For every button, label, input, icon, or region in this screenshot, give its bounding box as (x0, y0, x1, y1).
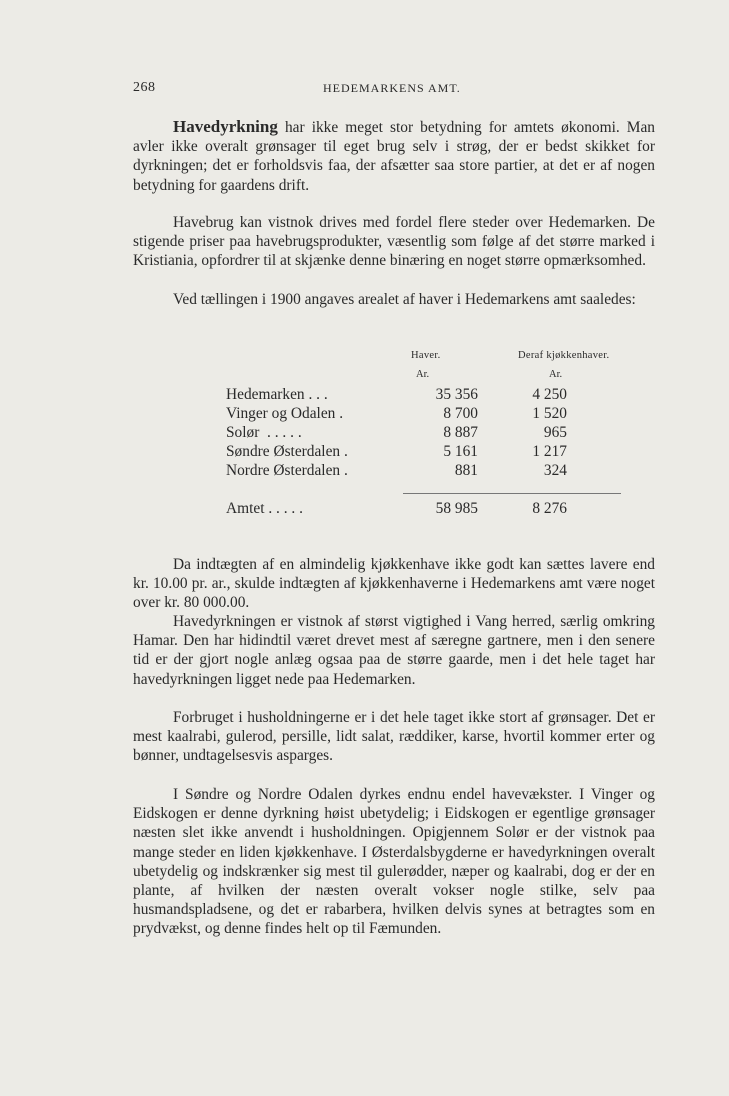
total-divider (403, 493, 621, 494)
table-row (226, 462, 666, 481)
paragraph-odalen: I Søndre og Nordre Odalen dyrkes endnu endel havevækster. I Vinger og Eidskogen er denne dyrkning høist ubetydelig; i Eidskogen er egentlige grønsager næsten slet ikke anvendt i husholdningen. Opigjennem Solør er der vistnok paa mange steder en liden kjøkkenhave. I Østerdalsbygderne er havedyrkningen overalt ubetydelig og indskrænker sig mest til gulerødder, næper og kaalrabi, dog er der en plante, af hvilken der næsten overalt vokser nogle stilke, selv paa husmandspladsene, og det er rabarbera, hvilken delvis synes at betragtes som en prydvækst, og denne findes helt op til Fæmunden. (133, 786, 655, 938)
haver-value: 881 (454, 462, 478, 479)
column-header-kjokkenhaver: Deraf kjøkkenhaver. (518, 350, 610, 361)
haver-value: 35 356 (435, 386, 478, 403)
total-haver-value: 58 985 (435, 500, 478, 517)
district-name: Nordre Østerdalen . (226, 462, 348, 479)
paragraph-indtaegten: Da indtægten af en almindelig kjøkkenhave ikke godt kan sættes lavere end kr. 10.00 pr. ar., skulde indtægten af kjøkkenhaverne i Hedemarkens amt være noget over kr. 80 000.00. (133, 556, 655, 612)
table-row (226, 443, 666, 462)
total-label: Amtet . . . . . (226, 500, 303, 517)
column-header-haver: Haver. (411, 350, 441, 361)
district-name: Solør . . . . . (226, 424, 302, 441)
district-name: Hedemarken . . . (226, 386, 328, 403)
district-name: Vinger og Odalen . (226, 405, 344, 422)
kjokkenhaver-value: 965 (543, 424, 567, 441)
kjokkenhaver-value: 1 520 (532, 405, 567, 422)
table-row (226, 424, 666, 443)
paragraph-havebrug: Havebrug kan vistnok drives med fordel flere steder over Hedemarken. De stigende priser paa havebrugsprodukter, væsentlig som følge af det større marked i Kristiania, opfordrer til at skjænke denne binæring en noget større opmærksomhed. (133, 214, 655, 270)
column-unit-haver: Ar. (416, 369, 430, 380)
paragraph-text: har ikke meget stor betydning for amtets økonomi. Man avler ikke overalt grønsager til eget brug selv i strøg, der er bedst skikket for dyrkningen; det er forholdsvis faa, der afsætter saa store partier, at det er af nogen betydning for gaardens drift. (133, 119, 655, 194)
district-name: Søndre Østerdalen . (226, 443, 348, 460)
haver-value: 5 161 (443, 443, 478, 460)
kjokkenhaver-value: 1 217 (532, 443, 567, 460)
paragraph-forbruget: Forbruget i husholdningerne er i det hele taget ikke stort af grønsager. Det er mest kaalrabi, gulerod, persille, lidt salat, ræddiker, karse, hvortil kommer erter og bønner, undtagelsesvis asparges. (133, 709, 655, 765)
total-kjokkenhaver-value: 8 276 (532, 500, 567, 517)
kjokkenhaver-value: 4 250 (532, 386, 567, 403)
paragraph-vang-herred: Havedyrkningen er vistnok af størst vigtighed i Vang herred, særlig omkring Hamar. Den har hidindtil været drevet mest af særegne gartnere, men i den senere tid er der gjort nogle anlæg ogsaa paa de større gaarde, men i det hele taget har havedyrkningen ligget nede paa Hedemarken. (133, 613, 655, 688)
kjokkenhaver-value: 324 (543, 462, 567, 479)
haver-value: 8 887 (443, 424, 478, 441)
page-number: 268 (133, 80, 156, 95)
running-title: HEDEMARKENS AMT. (323, 81, 461, 95)
haver-value: 8 700 (443, 405, 478, 422)
table-row (226, 386, 666, 405)
column-unit-kjokkenhaver: Ar. (549, 369, 563, 380)
paragraph-taellingen: Ved tællingen i 1900 angaves arealet af haver i Hedemarkens amt saaledes: (173, 291, 636, 308)
paragraph-havedyrkning (133, 117, 655, 195)
table-total-row (226, 500, 666, 519)
paragraph-lead-word: Havedyrkning (173, 117, 278, 136)
table-row (226, 405, 666, 424)
